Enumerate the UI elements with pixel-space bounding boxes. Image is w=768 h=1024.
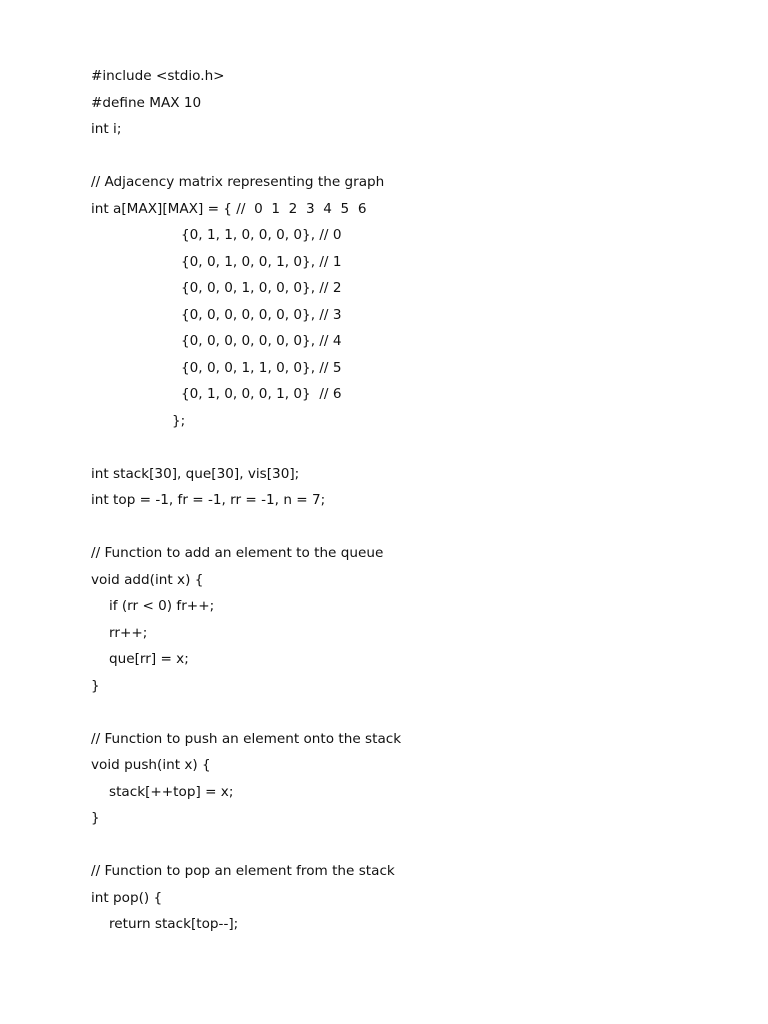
blank-line — [91, 699, 731, 726]
code-line: return stack[top--]; — [109, 916, 239, 932]
matrix-row: {0, 0, 0, 1, 0, 0, 0}, // 2 — [181, 280, 342, 296]
blank-line — [91, 832, 731, 859]
code-line: }; — [172, 412, 186, 429]
blank-line — [91, 514, 731, 541]
matrix-row: {0, 0, 0, 1, 1, 0, 0}, // 5 — [181, 359, 342, 376]
code-comment: // Adjacency matrix representing the graph — [91, 174, 385, 190]
matrix-row: {0, 0, 0, 0, 0, 0, 0}, // 4 — [181, 333, 342, 349]
code-line: int a[MAX][MAX] = { // 0 1 2 3 4 5 6 — [91, 200, 367, 217]
code-line: int pop() { — [91, 889, 163, 906]
code-listing — [91, 63, 731, 938]
code-line: if (rr < 0) fr++; — [109, 598, 215, 614]
matrix-row: {0, 0, 0, 0, 0, 0, 0}, // 3 — [181, 306, 342, 323]
code-line: void add(int x) { — [91, 571, 204, 588]
blank-line — [91, 143, 731, 170]
matrix-row: {0, 0, 1, 0, 0, 1, 0}, // 1 — [181, 253, 342, 270]
code-line: #define MAX 10 — [91, 94, 202, 111]
code-line: void push(int x) { — [91, 757, 211, 773]
code-line: } — [91, 810, 100, 826]
code-line: rr++; — [109, 624, 148, 641]
matrix-row: {0, 1, 0, 0, 0, 1, 0} // 6 — [181, 386, 342, 402]
code-line: que[rr] = x; — [109, 651, 189, 667]
code-line: #include <stdio.h> — [91, 68, 225, 84]
code-line: int i; — [91, 121, 122, 137]
matrix-row: {0, 1, 1, 0, 0, 0, 0}, // 0 — [181, 227, 342, 243]
code-comment: // Function to push an element onto the stack — [91, 730, 402, 747]
code-line: } — [91, 677, 100, 694]
code-line: stack[++top] = x; — [109, 783, 234, 800]
code-comment: // Function to pop an element from the stack — [91, 863, 395, 879]
blank-line — [91, 434, 731, 461]
code-line: int top = -1, fr = -1, rr = -1, n = 7; — [91, 492, 326, 508]
code-comment: // Function to add an element to the queue — [91, 545, 384, 561]
code-line: int stack[30], que[30], vis[30]; — [91, 465, 300, 482]
